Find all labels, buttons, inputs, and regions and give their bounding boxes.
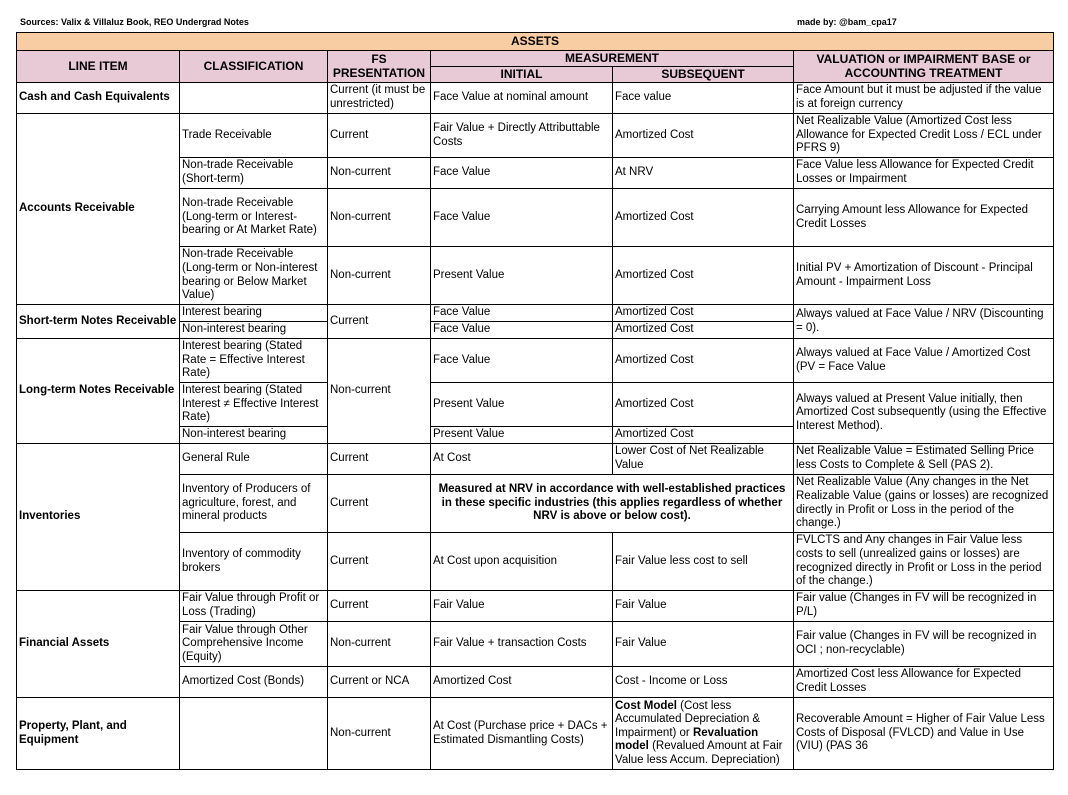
- subsequent-cell: At NRV: [613, 158, 794, 189]
- initial-cell: Amortized Cost: [431, 667, 613, 698]
- valuation-cell: Amortized Cost less Allowance for Expected Credit Losses: [794, 667, 1054, 698]
- line-item-inventories: Inventories: [17, 444, 180, 591]
- classification-cell: Trade Receivable: [180, 114, 328, 158]
- classification-cell: Fair Value through Profit or Loss (Trading): [180, 591, 328, 622]
- initial-cell: Face Value: [431, 158, 613, 189]
- subsequent-cell: Amortized Cost: [613, 247, 794, 305]
- fs-cell: Current: [328, 305, 431, 339]
- header-initial: INITIAL: [431, 67, 613, 83]
- subsequent-cell: Amortized Cost: [613, 322, 794, 339]
- sources-note: Sources: Valix & Villaluz Book, REO Undergrad Notes: [20, 17, 249, 27]
- valuation-cell: Net Realizable Value (Amortized Cost less Allowance for Expected Credit Loss / ECL under PFRS 9): [794, 114, 1054, 158]
- line-item-financial-assets: Financial Assets: [17, 591, 180, 698]
- classification-cell: [180, 83, 328, 114]
- header-measurement: MEASUREMENT: [431, 51, 794, 67]
- revaluation-model-label: Revaluation model: [615, 726, 759, 753]
- initial-cell: Present Value: [431, 383, 613, 427]
- fs-cell: Current (it must be unrestricted): [328, 83, 431, 114]
- initial-cell: At Cost: [431, 444, 613, 475]
- table-row: [17, 444, 1054, 475]
- initial-cell: Fair Value: [431, 591, 613, 622]
- fs-cell: Current: [328, 591, 431, 622]
- valuation-cell: Fair value (Changes in FV will be recognized in OCI ; non-recyclable): [794, 622, 1054, 667]
- subsequent-cell: Fair Value: [613, 591, 794, 622]
- line-item-accounts-receivable: Accounts Receivable: [17, 114, 180, 305]
- fs-cell: Non-current: [328, 158, 431, 189]
- valuation-cell: Carrying Amount less Allowance for Expected Credit Losses: [794, 189, 1054, 247]
- subsequent-cell: Amortized Cost: [613, 114, 794, 158]
- line-item-short-term-notes: Short-term Notes Receivable: [17, 305, 180, 339]
- classification-cell: Interest bearing (Stated Rate = Effective Interest Rate): [180, 339, 328, 383]
- table-row: [17, 114, 1054, 158]
- classification-cell: Inventory of Producers of agriculture, forest, and mineral products: [180, 475, 328, 533]
- table-row: [17, 305, 1054, 322]
- valuation-cell: Initial PV + Amortization of Discount - Principal Amount - Impairment Loss: [794, 247, 1054, 305]
- header-line-item: LINE ITEM: [17, 51, 180, 83]
- fs-cell: Non-current: [328, 698, 431, 770]
- header-fs-presentation: FS PRESENTATION: [328, 51, 431, 83]
- valuation-cell: Always valued at Face Value / NRV (Discounting = 0).: [794, 305, 1054, 339]
- initial-cell: Face Value: [431, 339, 613, 383]
- subsequent-cell: Amortized Cost: [613, 339, 794, 383]
- classification-cell: General Rule: [180, 444, 328, 475]
- initial-cell: At Cost (Purchase price + DACs + Estimated Dismantling Costs): [431, 698, 613, 770]
- initial-cell: Present Value: [431, 247, 613, 305]
- table-row: [17, 339, 1054, 383]
- valuation-cell: Always valued at Face Value / Amortized Cost (PV = Face Value: [794, 339, 1054, 383]
- subsequent-cell: Amortized Cost: [613, 189, 794, 247]
- initial-cell: Face Value: [431, 322, 613, 339]
- line-item-cash: Cash and Cash Equivalents: [17, 83, 180, 114]
- measurement-note: Measured at NRV in accordance with well-established practices in these specific industries (this applies regardless of whether NRV is above or below cost).: [431, 475, 794, 533]
- initial-cell: At Cost upon acquisition: [431, 533, 613, 591]
- classification-cell: [180, 698, 328, 770]
- subsequent-cell: Face value: [613, 83, 794, 114]
- header-valuation: VALUATION or IMPAIRMENT BASE or ACCOUNTING TREATMENT: [794, 51, 1054, 83]
- table-row: [17, 698, 1054, 770]
- initial-cell: Face Value at nominal amount: [431, 83, 613, 114]
- valuation-cell: Fair value (Changes in FV will be recognized in P/L): [794, 591, 1054, 622]
- subsequent-cell: Fair Value: [613, 622, 794, 667]
- valuation-cell: Always valued at Present Value initially, then Amortized Cost subsequently (using the Effective Interest Method).: [794, 383, 1054, 444]
- subsequent-cell: [613, 698, 794, 770]
- classification-cell: Inventory of commodity brokers: [180, 533, 328, 591]
- valuation-cell: Face Value less Allowance for Expected Credit Losses or Impairment: [794, 158, 1054, 189]
- initial-cell: Face Value: [431, 189, 613, 247]
- valuation-cell: Face Amount but it must be adjusted if the value is at foreign currency: [794, 83, 1054, 114]
- classification-cell: Fair Value through Other Comprehensive Income (Equity): [180, 622, 328, 667]
- fs-cell: Non-current: [328, 247, 431, 305]
- initial-cell: Face Value: [431, 305, 613, 322]
- header-classification: CLASSIFICATION: [180, 51, 328, 83]
- initial-cell: Fair Value + transaction Costs: [431, 622, 613, 667]
- table-row: [17, 83, 1054, 114]
- classification-cell: Amortized Cost (Bonds): [180, 667, 328, 698]
- subsequent-cell: Amortized Cost: [613, 427, 794, 444]
- assets-table: [16, 32, 1054, 770]
- valuation-cell: Net Realizable Value = Estimated Selling Price less Costs to Complete & Sell (PAS 2).: [794, 444, 1054, 475]
- cost-model-text: (Cost less Accumulated Depreciation & Impairment) or: [615, 699, 761, 739]
- valuation-cell: Net Realizable Value (Any changes in the Net Realizable Value (gains or losses) are recognized directly in Profit or Loss in the period of the change.): [794, 475, 1054, 533]
- table-title: ASSETS: [17, 33, 1054, 51]
- classification-cell: Interest bearing (Stated Interest ≠ Effective Interest Rate): [180, 383, 328, 427]
- initial-cell: Fair Value + Directly Attributtable Costs: [431, 114, 613, 158]
- initial-cell: Present Value: [431, 427, 613, 444]
- classification-cell: Non-interest bearing: [180, 322, 328, 339]
- fs-cell: Current: [328, 475, 431, 533]
- author-credit: made by: @bam_cpa17: [797, 17, 897, 27]
- revaluation-model-text: (Revalued Amount at Fair Value less Accum. Depreciation): [615, 740, 783, 766]
- header-subsequent: SUBSEQUENT: [613, 67, 794, 83]
- valuation-cell: Recoverable Amount = Higher of Fair Value Less Costs of Disposal (FVLCD) and Value in Use (VIU) (PAS 36: [794, 698, 1054, 770]
- classification-cell: Non-trade Receivable (Long-term or Non-interest bearing or Below Market Value): [180, 247, 328, 305]
- classification-cell: Interest bearing: [180, 305, 328, 322]
- classification-cell: Non-interest bearing: [180, 427, 328, 444]
- subsequent-cell: Amortized Cost: [613, 305, 794, 322]
- valuation-cell: FVLCTS and Any changes in Fair Value less costs to sell (unrealized gains or losses) are recognized directly in Profit or Loss in the period of the change.): [794, 533, 1054, 591]
- cost-model-label: Cost Model: [615, 699, 677, 712]
- subsequent-cell: Amortized Cost: [613, 383, 794, 427]
- classification-cell: Non-trade Receivable (Long-term or Interest-bearing or At Market Rate): [180, 189, 328, 247]
- fs-cell: Non-current: [328, 339, 431, 444]
- table-row: [17, 591, 1054, 622]
- fs-cell: Current: [328, 533, 431, 591]
- fs-cell: Current: [328, 114, 431, 158]
- fs-cell: Current or NCA: [328, 667, 431, 698]
- classification-cell: Non-trade Receivable (Short-term): [180, 158, 328, 189]
- line-item-long-term-notes: Long-term Notes Receivable: [17, 339, 180, 444]
- subsequent-cell: Fair Value less cost to sell: [613, 533, 794, 591]
- fs-cell: Current: [328, 444, 431, 475]
- fs-cell: Non-current: [328, 622, 431, 667]
- line-item-ppe: Property, Plant, and Equipment: [17, 698, 180, 770]
- subsequent-cell: Lower Cost of Net Realizable Value: [613, 444, 794, 475]
- subsequent-cell: Cost - Income or Loss: [613, 667, 794, 698]
- fs-cell: Non-current: [328, 189, 431, 247]
